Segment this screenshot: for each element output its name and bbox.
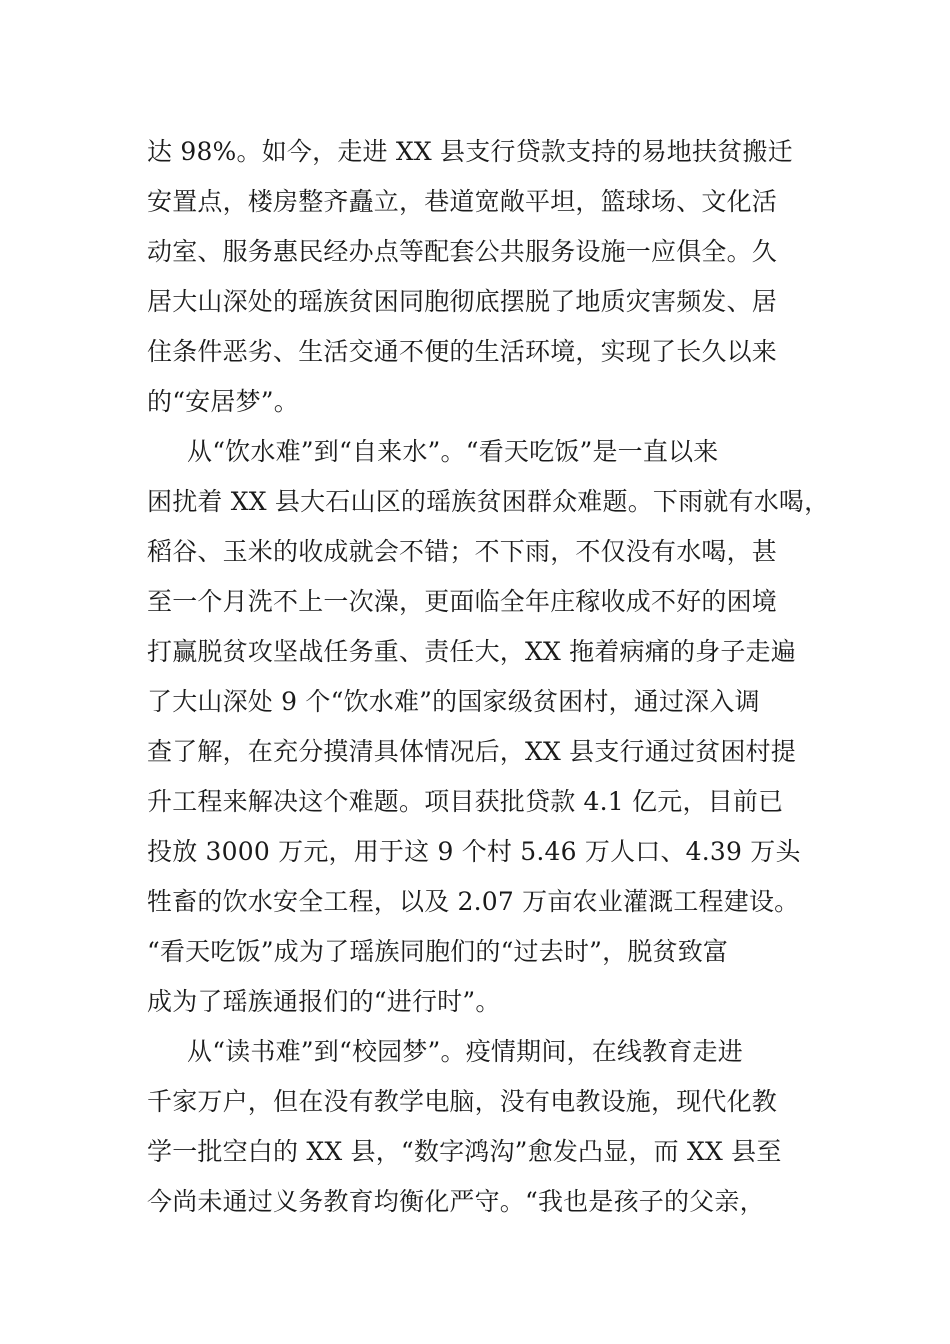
text-line-11: 打赢脱贫攻坚战任务重、责任大，XX 拖着病痛的身子走遍: [147, 637, 796, 666]
text-line-17: “看天吃饭”成为了瑶族同胞们的“过去时”，脱贫致富: [147, 937, 729, 966]
text-line-1: 达 98%。如今，走进 XX 县支行贷款支持的易地扶贫搬迁: [147, 137, 793, 166]
text-line-8: 困扰着 XX 县大石山区的瑶族贫困群众难题。下雨就有水喝，: [147, 487, 830, 516]
text-line-22: 今尚未通过义务教育均衡化严守。“我也是孩子的父亲，: [147, 1187, 765, 1216]
text-line-4: 居大山深处的瑶族贫困同胞彻底摆脱了地质灾害频发、居: [147, 287, 778, 316]
text-line-12: 了大山深处 9 个“饮水难”的国家级贫困村，通过深入调: [147, 687, 760, 716]
text-line-7: 从“饮水难”到“自来水”。“看天吃饭”是一直以来: [187, 437, 719, 466]
text-line-9: 稻谷、玉米的收成就会不错；不下雨，不仅没有水喝，甚: [147, 537, 778, 566]
document-body: [147, 127, 837, 1227]
text-line-18: 成为了瑶族通报们的“进行时”。: [147, 987, 501, 1016]
text-line-6: 的“安居梦”。: [147, 387, 299, 416]
text-line-21: 学一批空白的 XX 县，“数字鸿沟”愈发凸显，而 XX 县至: [147, 1137, 782, 1166]
text-line-2: 安置点，楼房整齐矗立，巷道宽敞平坦，篮球场、文化活: [147, 187, 778, 216]
text-line-16: 牲畜的饮水安全工程，以及 2.07 万亩农业灌溉工程建设。: [147, 887, 800, 916]
text-line-10: 至一个月洗不上一次澡，更面临全年庄稼收成不好的困境: [147, 587, 778, 616]
text-line-19: 从“读书难”到“校园梦”。疫情期间，在线教育走进: [187, 1037, 743, 1066]
text-line-20: 千家万户，但在没有教学电脑，没有电教设施，现代化教: [147, 1087, 778, 1116]
text-line-15: 投放 3000 万元，用于这 9 个村 5.46 万人口、4.39 万头: [147, 837, 801, 866]
text-line-3: 动室、服务惠民经办点等配套公共服务设施一应俱全。久: [147, 237, 778, 266]
text-line-13: 查了解，在充分摸清具体情况后，XX 县支行通过贫困村提: [147, 737, 796, 766]
text-line-5: 住条件恶劣、生活交通不便的生活环境，实现了长久以来: [147, 337, 778, 366]
text-line-14: 升工程来解决这个难题。项目获批贷款 4.1 亿元，目前已: [147, 787, 784, 816]
